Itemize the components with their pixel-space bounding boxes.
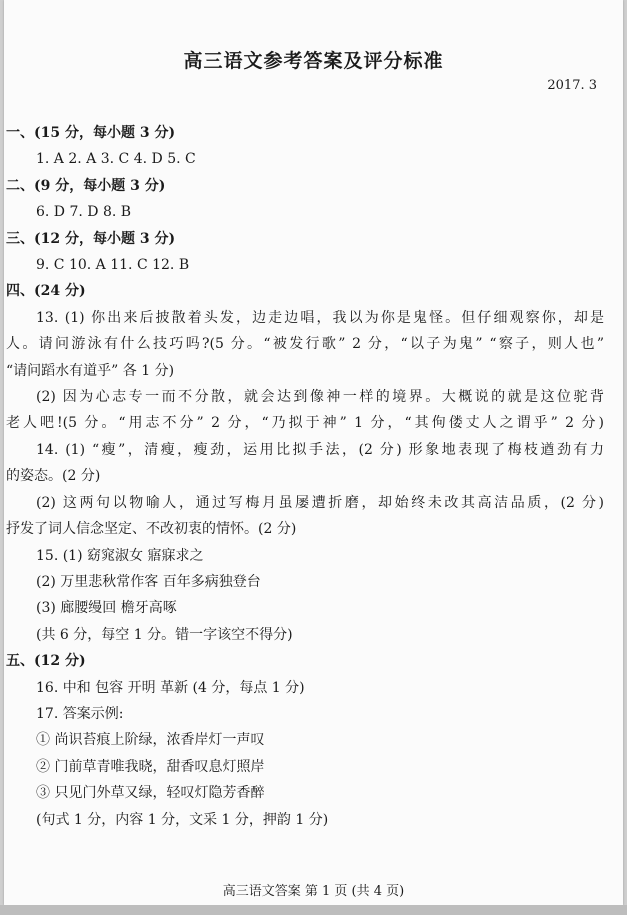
answer-line: (2) 因为心志专一而不分散，就会达到像神一样的境界。大概说的就是这位驼背 <box>36 389 604 406</box>
answer-body <box>6 120 604 833</box>
date-label: 2017. 3 <box>547 78 597 93</box>
answer-line: 13. (1) 你出来后披散着头发，边走边唱，我以为你是鬼怪。但仔细观察你，却是 <box>36 309 604 326</box>
answer-line: (2) 这两句以物喻人，通过写梅月虽屡遭折磨，却始终未改其高洁品质，(2 分) <box>36 494 604 511</box>
answer-line: (2) 万里悲秋常作客 百年多病独登台 <box>36 573 261 590</box>
answer-line: 15. (1) 窈窕淑女 寤寐求之 <box>36 547 204 564</box>
scoring-note: (句式 1 分，内容 1 分，文采 1 分，押韵 1 分) <box>36 811 329 828</box>
answer-line: ① 尚识苔痕上阶绿，浓香岸灯一声叹 <box>36 732 265 749</box>
answer-sheet-page <box>4 0 623 905</box>
answer-line: 9. C 10. A 11. C 12. B <box>36 257 190 274</box>
answer-line: 抒发了词人信念坚定、不改初衷的情怀。(2 分) <box>6 521 297 538</box>
answer-line: (3) 廊腰缦回 檐牙高啄 <box>36 600 177 617</box>
answer-line: 人。请问游泳有什么技巧吗?(5 分。“被发行歌” 2 分，“以子为鬼” “察子，则人也” <box>6 336 604 353</box>
section-heading-5: 五、(12 分) <box>6 653 86 670</box>
answer-line: 17. 答案示例: <box>36 705 124 722</box>
scoring-note: (共 6 分，每空 1 分。错一字该空不得分) <box>36 626 293 643</box>
section-heading-3: 三、(12 分，每小题 3 分) <box>6 230 176 247</box>
answer-line: 老人吧!(5 分。“用志不分” 2 分，“乃拟于神” 1 分，“其佝偻丈人之谓乎” 2 分) <box>6 415 604 432</box>
answer-line: 1. A 2. A 3. C 4. D 5. C <box>36 151 196 168</box>
answer-line: 的姿态。(2 分) <box>6 468 101 485</box>
answer-line: 6. D 7. D 8. B <box>36 204 132 221</box>
section-heading-1: 一、(15 分，每小题 3 分) <box>6 125 176 141</box>
section-heading-2: 二、(9 分，每小题 3 分) <box>6 177 166 194</box>
answer-line: 16. 中和 包容 开明 革新 (4 分，每点 1 分) <box>36 679 305 696</box>
page-footer: 高三语文答案 第 1 页 (共 4 页) <box>222 884 405 899</box>
answer-line: “请问蹈水有道乎” 各 1 分) <box>6 362 175 379</box>
section-heading-4: 四、(24 分) <box>6 283 86 300</box>
page-bottom-edge <box>0 905 627 915</box>
answer-line: 14. (1) “瘦”，清瘦，瘦劲，运用比拟手法，(2 分) 形象地表现了梅枝遒劲有力 <box>36 441 604 458</box>
page-title: 高三语文参考答案及评分标准 <box>183 50 444 72</box>
answer-line: ③ 只见门外草又绿，轻叹灯隐芳香醉 <box>36 785 265 802</box>
answer-line: ② 门前草青唯我晓，甜香叹息灯照岸 <box>36 758 265 775</box>
